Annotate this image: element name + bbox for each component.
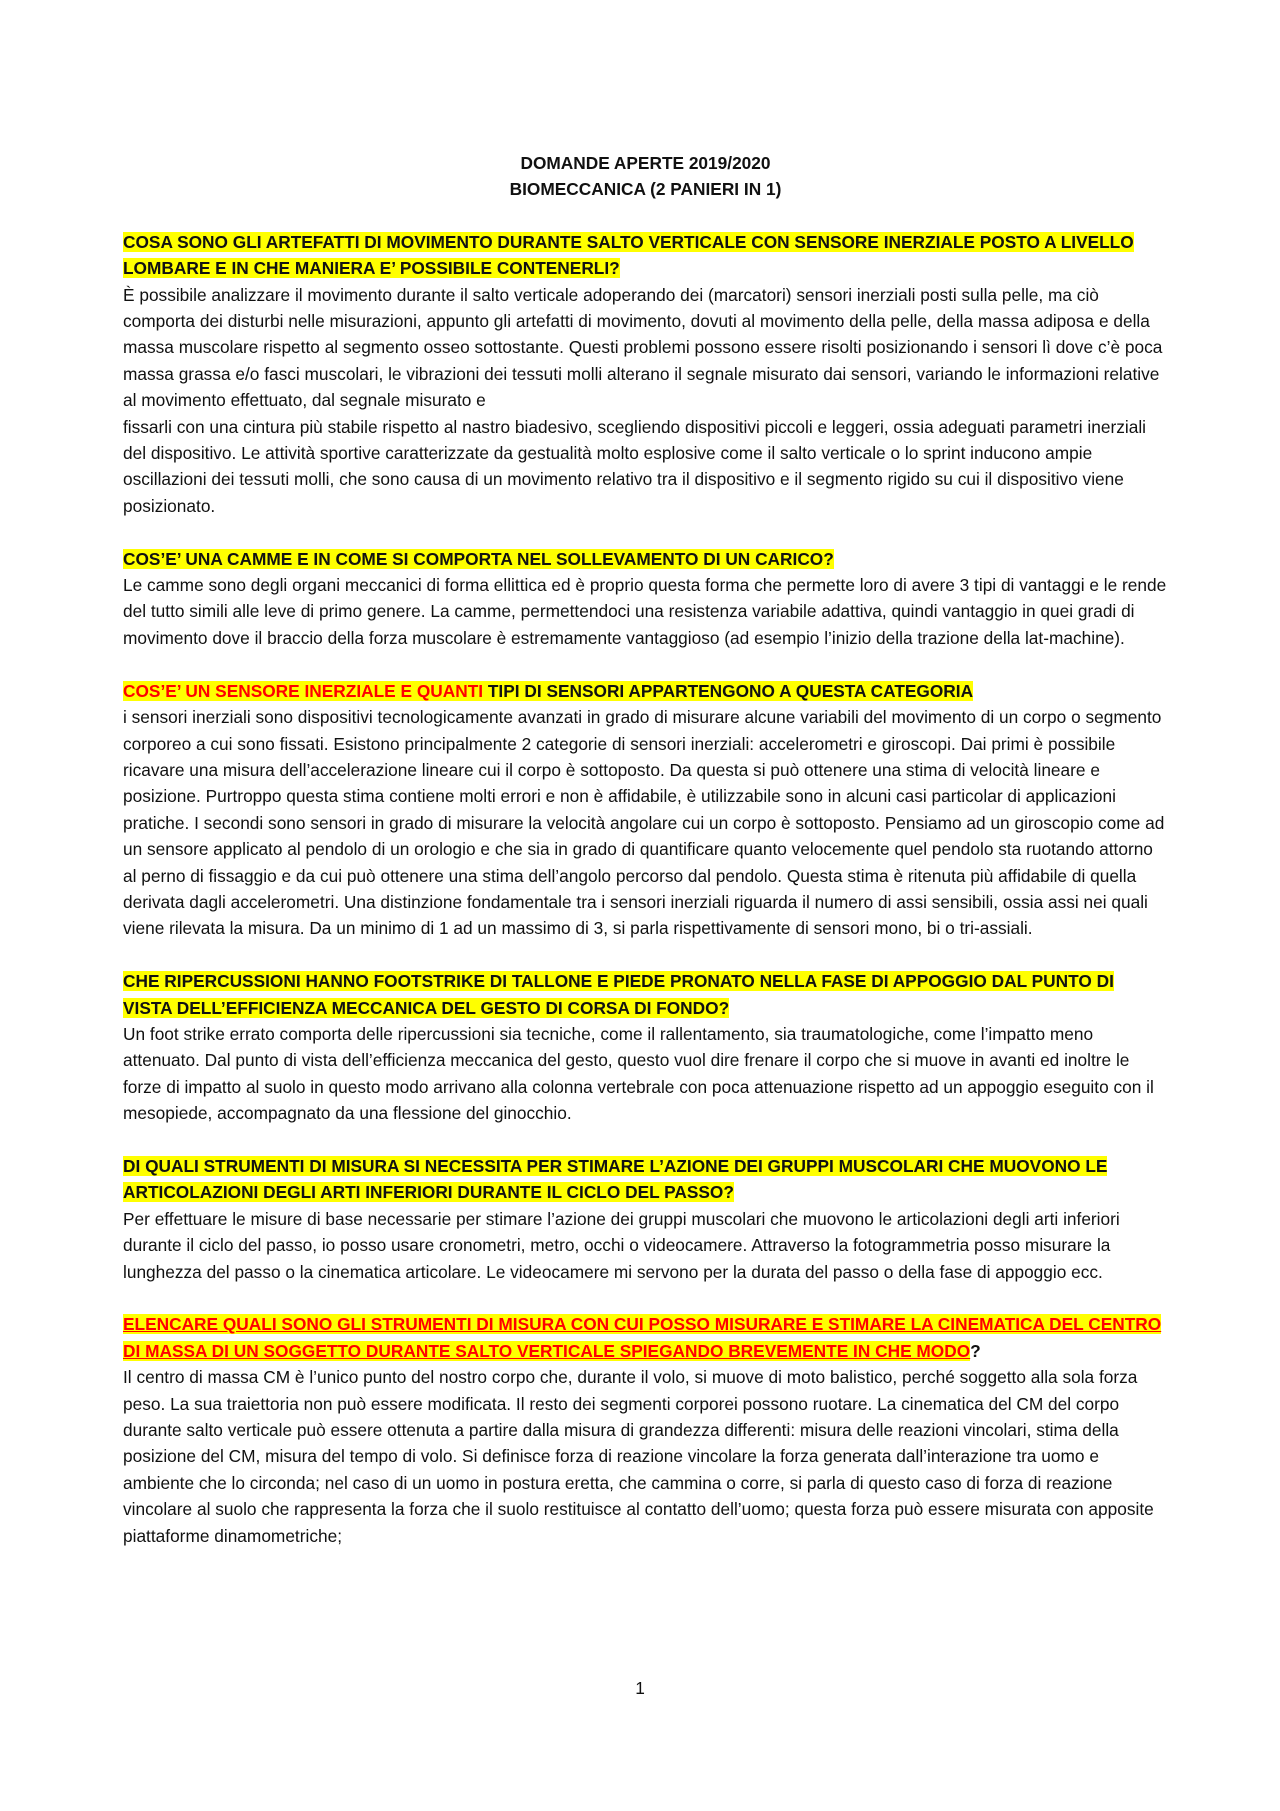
question-6-mark: ?: [970, 1340, 981, 1361]
document-title-line1: DOMANDE APERTE 2019/2020: [520, 153, 771, 173]
question-5-text: DI QUALI STRUMENTI DI MISURA SI NECESSITA PER STIMARE L’AZIONE DEI GRUPPI MUSCOLARI CHE MUOVONO LE ARTICOLAZIONI DEGLI ARTI INFERIORI DURANTE IL CICLO DEL PASSO?: [123, 1155, 1108, 1203]
document-title-line2: BIOMECCANICA (2 PANIERI IN 1): [509, 179, 782, 200]
answer-1-part1: È possibile analizzare il movimento durante il salto verticale adoperando dei (marcatori) sensori inerziali posti sulla pelle, ma ciò comporta dei disturbi nelle misurazioni, appunto gli artefatti di movimento, dovuti al movimento della pelle, della massa adiposa e della massa muscolare rispetto al segmento osseo sottostante. Questi problemi possono essere risolti posizionando i sensori lì dove c’è poca massa grassa e/o fasci muscolari, le vibrazioni dei tessuti molli alterano il segnale misurato dai sensori, variando le informazioni relative al movimento effettuato, dal segnale misurato e: [123, 284, 1163, 411]
question-4: [123, 968, 1168, 1021]
question-1: [123, 229, 1168, 282]
question-2-text: COS’E’ UNA CAMME E IN COME SI COMPORTA NEL SOLLEVAMENTO DI UN CARICO?: [123, 548, 834, 569]
question-5: [123, 1153, 1168, 1206]
answer-6: Il centro di massa CM è l’unico punto del nostro corpo che, durante il volo, si muove di moto balistico, perché soggetto alla sola forza peso. La sua traiettoria non può essere modificata. Il resto dei segmenti corporei possono ruotare. La cinematica del CM del corpo durante salto verticale può essere ottenuta a partire dalla misura di grandezza differenti: misura delle reazioni vincolari, stima della posizione del CM, misura del tempo di volo. Si definisce forza di reazione vincolare la forza generata dall’interazione tra uomo e ambiente che lo circonda; nel caso di un uomo in postura eretta, che cammina o corre, si parla di questo caso di forza di reazione vincolare al suolo che rappresenta la forza che il suolo restituisce al contatto dell’uomo; questa forza può essere misurata con apposite piattaforme dinamometriche;: [123, 1367, 1154, 1546]
answer-2: Le camme sono degli organi meccanici di forma ellittica ed è proprio questa forma che permette loro di avere 3 tipi di vantaggi e le rende del tutto simili alle leve di primo genere. La camme, permettendoci una resistenza variabile adattiva, quindi vantaggio in quei gradi di movimento dove il braccio della forza muscolare è estremamente vantaggioso (ad esempio l’inizio della trazione della lat-machine).: [123, 575, 1167, 648]
page-number: 1: [635, 1678, 645, 1698]
answer-3: i sensori inerziali sono dispositivi tecnologicamente avanzati in grado di misurare alcune variabili del movimento di un corpo o segmento corporeo a cui sono fissati. Esistono principalmente 2 categorie di sensori inerziali: accelerometri e giroscopi. Dai primi è possibile ricavare una misura dell’accelerazione lineare cui il corpo è sottoposto. Da questa si può ottenere una stima di velocità lineare e posizione. Purtroppo questa stima contiene molti errori e non è affidabile, è utilizzabile sono in alcuni casi particolar di applicazioni pratiche. I secondi sono sensori in grado di misurare la velocità angolare cui un corpo è sottoposto. Pensiamo ad un giroscopio come ad un sensore applicato al pendolo di un orologio e che sia in grado di quantificare quanto velocemente quel pendolo sta ruotando attorno al perno di fissaggio e da cui può ottenere una stima dell’angolo percorso dal pendolo. Questa stima è ritenuta più affidabile di quella derivata dagli accelerometri. Una distinzione fondamentale tra i sensori inerziali riguarda il numero di assi sensibili, ossia assi nei quali viene rilevata la misura. Da un minimo di 1 ad un massimo di 3, si parla rispettivamente di sensori mono, bi o tri-assiali.: [123, 707, 1165, 939]
question-3: [123, 678, 1168, 704]
answer-4: Un foot strike errato comporta delle ripercussioni sia tecniche, come il rallentamento, sia traumatologiche, come l’impatto meno attenuato. Dal punto di vista dell’efficienza meccanica del gesto, questo vuol dire frenare il corpo che si muove in avanti ed inoltre le forze di impatto al suolo in questo modo arrivano alla colonna vertebrale con poca attenuazione rispetto ad un appoggio eseguito con il mesopiede, accompagnato da una flessione del ginocchio.: [123, 1023, 1154, 1124]
question-3-text-red: COS’E’ UN SENSORE INERZIALE E QUANTI: [123, 680, 484, 701]
question-3-text-black: TIPI DI SENSORI APPARTENGONO A QUESTA CATEGORIA: [483, 680, 974, 701]
question-1-text: COSA SONO GLI ARTEFATTI DI MOVIMENTO DURANTE SALTO VERTICALE CON SENSORE INERZIALE POSTO A LIVELLO LOMBARE E IN CHE MANIERA E’ POSSIBILE CONTENERLI?: [123, 231, 1134, 279]
question-6: [123, 1311, 1168, 1364]
question-2: [123, 546, 1168, 572]
document-body: [123, 150, 1168, 1549]
question-4-text: CHE RIPERCUSSIONI HANNO FOOTSTRIKE DI TALLONE E PIEDE PRONATO NELLA FASE DI APPOGGIO DAL PUNTO DI VISTA DELL’EFFICIENZA MECCANICA DEL GESTO DI CORSA DI FONDO?: [123, 971, 1114, 1018]
question-6-text: ELENCARE QUALI SONO GLI STRUMENTI DI MISURA CON CUI POSSO MISURARE E STIMARE LA CINEMATICA DEL CENTRO DI MASSA DI UN SOGGETTO DURANTE SALTO VERTICALE SPIEGANDO BREVEMENTE IN CHE MODO: [123, 1314, 1162, 1361]
answer-5: Per effettuare le misure di base necessarie per stimare l’azione dei gruppi muscolari che muovono le articolazioni degli arti inferiori durante il ciclo del passo, io posso usare cronometri, metro, occhi o videocamere. Attraverso la fotogrammetria posso misurare la lunghezza del passo o la cinematica articolare. Le videocamere mi servono per la durata del passo o della fase di appoggio ecc.: [123, 1208, 1120, 1282]
answer-1-part2: fissarli con una cintura più stabile rispetto al nastro biadesivo, scegliendo dispositivi piccoli e leggeri, ossia adeguati parametri inerziali del dispositivo. Le attività sportive caratterizzate da gestualità molto esplosive come il salto verticale o lo sprint inducono ampie oscillazioni dei tessuti molli, che sono causa di un movimento relativo tra il dispositivo e il segmento rigido su cui il dispositivo viene posizionato.: [123, 416, 1147, 516]
